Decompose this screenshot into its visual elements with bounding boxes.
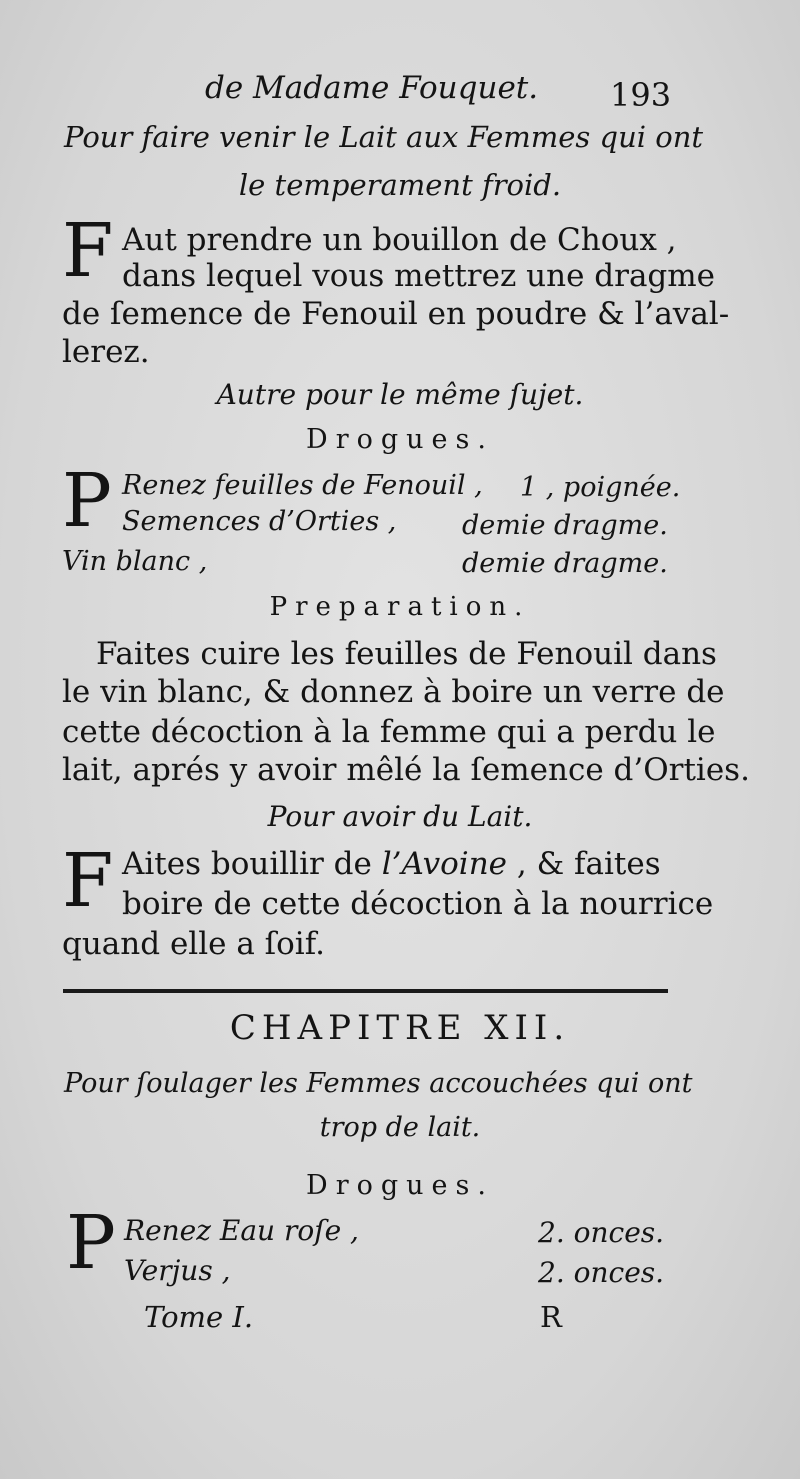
drugs-heading: Drogues.: [306, 1170, 494, 1201]
paragraph-line: cette décoction à la femme qui a perdu le: [62, 714, 716, 750]
drop-cap: F: [62, 838, 114, 924]
drug-name: Renez feuilles de Fenouil ,: [122, 470, 483, 501]
volume-line: Tome I.: [144, 1300, 254, 1334]
chapter-heading: CHAPITRE XII.: [229, 1008, 571, 1048]
chapter-subtitle-line-2: trop de lait.: [319, 1112, 481, 1143]
drug-quantity: demie dragme.: [462, 510, 668, 541]
preparation-heading: Preparation.: [269, 592, 531, 622]
paragraph-line: dans lequel vous mettrez une dragme: [122, 258, 716, 294]
drug-name: Vin blanc ,: [62, 546, 208, 577]
text-run-italic: l’Avoine: [381, 846, 508, 882]
drop-cap: P: [66, 1200, 116, 1286]
drug-quantity: 1 , poignée.: [520, 472, 681, 503]
drug-name: Verjus ,: [124, 1254, 231, 1287]
drug-name: Renez Eau roſe ,: [124, 1214, 359, 1247]
paragraph-line: de ſemence de Fenouil en poudre & l’aval-: [62, 296, 730, 332]
paragraph-line: [122, 846, 661, 882]
text-run: , & faites: [507, 846, 661, 882]
section-title-line-1: Pour faire venir le Lait aux Femmes qui ont: [64, 120, 704, 154]
paragraph-line: lait, aprés y avoir mêlé la ſemence d’Orties.: [62, 752, 750, 788]
paragraph-line: boire de cette décoction à la nourrice: [122, 886, 714, 922]
drug-quantity: demie dragme.: [462, 548, 668, 579]
subsection-title: Pour avoir du Lait.: [267, 800, 533, 833]
signature-mark: R: [540, 1300, 562, 1334]
subsection-title: Autre pour le même ſujet.: [216, 378, 584, 411]
paragraph-line: quand elle a ſoif.: [62, 926, 325, 962]
text-run: Aites bouillir de: [122, 846, 382, 882]
drugs-heading: Drogues.: [306, 424, 494, 455]
page-number: 193: [610, 76, 672, 114]
paragraph-line: Faites cuire les feuilles de Fenouil dans: [96, 636, 717, 672]
running-title: de Madame Fouquet.: [205, 70, 539, 106]
drug-quantity: 2. onces.: [538, 1216, 665, 1249]
chapter-subtitle-line-1: Pour ſoulager les Femmes accouchées qui ont: [64, 1068, 693, 1099]
section-title-line-2: le temperament froid.: [238, 168, 562, 202]
drug-quantity: 2. onces.: [538, 1256, 665, 1289]
paragraph-line: lerez.: [62, 334, 150, 370]
divider-rule: [63, 989, 668, 993]
drop-cap: F: [62, 208, 114, 294]
drug-name: Semences d’Orties ,: [122, 506, 397, 537]
paragraph-line: le vin blanc, & donnez à boire un verre de: [62, 674, 725, 710]
paragraph-line: Aut prendre un bouillon de Choux ,: [122, 222, 677, 258]
drop-cap: P: [62, 458, 112, 544]
